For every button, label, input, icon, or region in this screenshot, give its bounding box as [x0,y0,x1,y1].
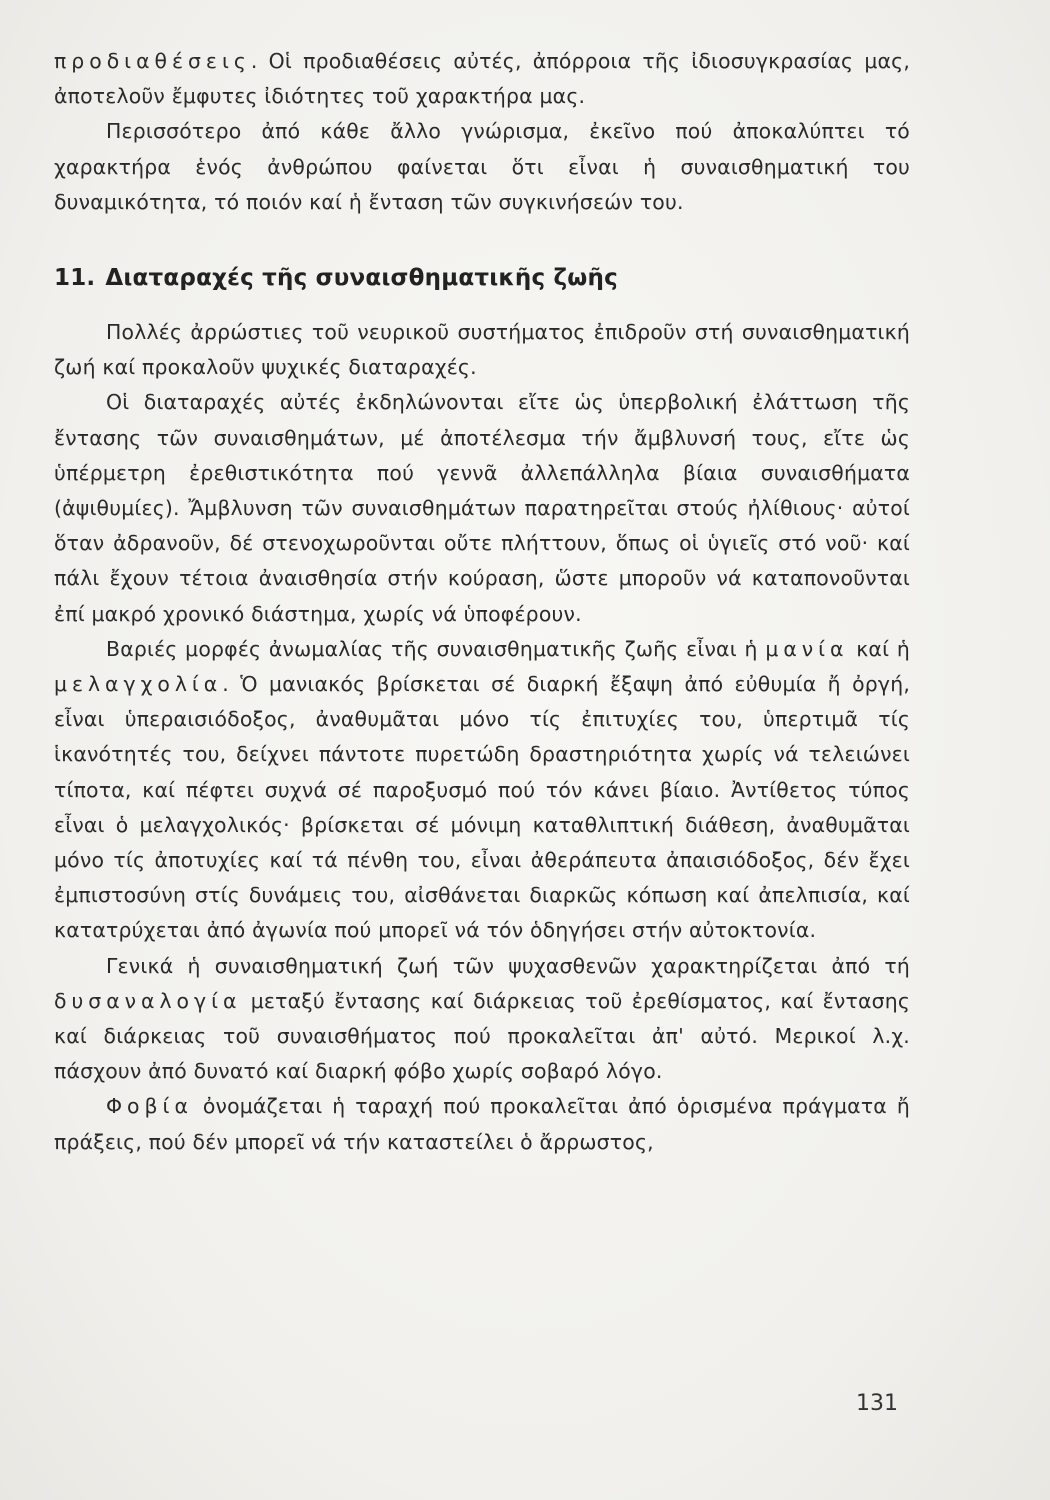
paragraph [54,632,910,949]
paragraph-text: Γενικά ἡ συναισθηματική ζωή τῶν ψυχασθενῶν χαρακτηρίζεται ἀπό τή [106,953,910,978]
paragraph-text: καί ἡ [848,636,910,661]
paragraph-continuation [54,44,910,114]
paragraph [54,1089,910,1159]
spaced-term: δυσαναλογία [54,988,242,1013]
spaced-term: μανία [765,636,849,661]
section-heading [54,263,910,293]
paragraph: Πολλές ἀρρώστιες τοῦ νευρικοῦ συστήματος ἐπιδροῦν στή συναισθηματική ζωή καί προκαλοῦν ψυχικές διαταραχές. [54,320,910,380]
paragraph: Περισσότερο ἀπό κάθε ἄλλο γνώρισμα, ἐκεῖνο πού ἀποκαλύπτει τό χαρακτήρα ἑνός ἀνθρώπου φαίνεται ὅτι εἶναι ἡ συναισθηματική του δυναμικότητα, τό ποιόν καί ἡ ἔνταση τῶν συγκινήσεών του. [54,119,910,214]
spaced-term: μελαγχολία [54,672,223,697]
spaced-term: Φοβία [106,1094,193,1119]
paragraph: Οἱ διαταραχές αὐτές ἐκδηλώνονται εἴτε ὡς ὑπερβολική ἐλάττωση τῆς ἔντασης τῶν συναισθημάτων, μέ ἀποτέλεσμα τήν ἄμβλυνσή τους, εἴτε ὡς ὑπέρμετρη ἐρεθιστικότητα πού γεννᾶ ἀλλεπάλληλα βίαια συναισθήματα (ἀψιθυμίες). Ἄμβλυνση τῶν συναισθημάτων παρατηρεῖται στούς ἠλίθιους· αὐτοί ὅταν ἀδρανοῦν, δέ στενοχωροῦνται οὔτε πλήττουν, ὅπως οἱ ὑγιεῖς στό νοῦ· καί πάλι ἔχουν τέτοια ἀναισθησία στήν κούραση, ὥστε μποροῦν νά καταπονοῦνται ἐπί μακρό χρονικό διάστημα, χωρίς νά ὑποφέρουν. [54,390,910,626]
page-number: 131 [856,1391,898,1416]
section-number: 11. [54,265,96,292]
paragraph-text: μεταξύ ἔντασης καί διάρκειας τοῦ ἐρεθίσματος, καί ἔντασης καί διάρκειας τοῦ συναισθήματος πού προκαλεῖται ἀπ' αὐτό. Μερικοί λ.χ. πάσχουν ἀπό δυνατό καί διαρκή φόβο χωρίς σοβαρό λόγο. [54,988,910,1084]
paragraph-text: Βαριές μορφές ἀνωμαλίας τῆς συναισθηματικῆς ζωῆς εἶναι ἡ [106,636,766,661]
paragraph-text: . Οἱ προδιαθέσεις αὐτές, ἀπόρροια τῆς ἰδιοσυγκρασίας μας, ἀποτελοῦν ἔμφυτες ἰδιότητες τοῦ χαρακτήρα μας. [54,49,910,109]
section-title: Διαταραχές τῆς συναισθηματικῆς ζωῆς [105,265,618,292]
paragraph [54,949,910,1090]
spaced-term: προδιαθέσεις [54,49,251,73]
paragraph-text: . Ὁ μανιακός βρίσκεται σέ διαρκή ἔξαψη ἀπό εὐθυμία ἤ ὀργή, εἶναι ὑπεραισιόδοξος, ἀναθυμᾶται μόνο τίς ἐπιτυχίες του, ὑπερτιμᾶ τίς ἱκανότητές του, δείχνει πάντοτε πυρετώδη δραστηριότητα χωρίς νά τελειώνει τίποτα, καί πέφτει συχνά σέ παροξυσμό πού τόν κάνει βίαιο. Ἀντίθετος τύπος εἶναι ὁ μελαγχολικός· βρίσκεται σέ μόνιμη καταθλιπτική διάθεση, ἀναθυμᾶται μόνο τίς ἀποτυχίες καί τά πένθη του, εἶναι ἀθεράπευτα ἀπαισιόδοξος, δέν ἔχει ἐμπιστοσύνη στίς δυνάμεις του, αἰσθάνεται διαρκῶς κόπωση καί ἀπελπισία, καί κατατρύχεται ἀπό ἀγωνία πού μπορεῖ νά τόν ὁδηγήσει στήν αὐτοκτονία. [54,672,910,943]
page-body [54,44,910,1160]
paragraph-text: ὀνομάζεται ἡ ταραχή πού προκαλεῖται ἀπό ὁρισμένα πράγματα ἤ πράξεις, πού δέν μπορεῖ νά τήν καταστείλει ὁ ἄρρωστος, [54,1094,910,1154]
